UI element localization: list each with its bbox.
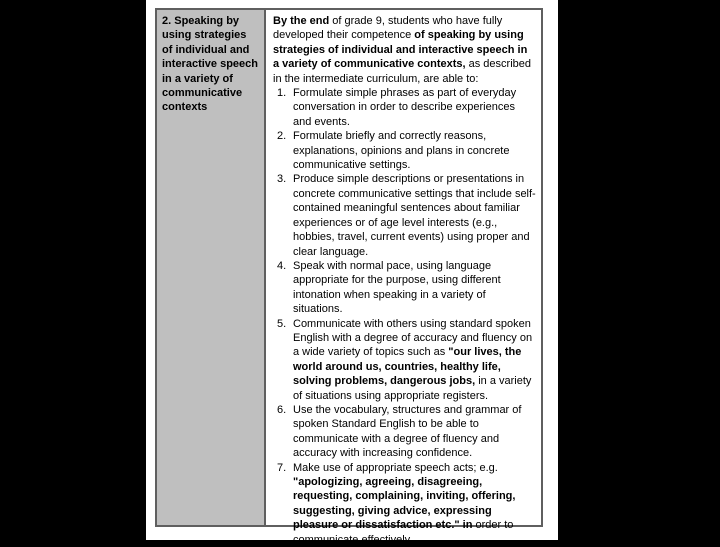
item-text bbox=[293, 403, 536, 461]
outcome-item bbox=[277, 172, 536, 258]
text-segment: Make use of appropriate speech acts; e.g. bbox=[293, 461, 498, 474]
document-page bbox=[146, 0, 558, 546]
outcome-item bbox=[277, 86, 536, 129]
intro-paragraph bbox=[273, 14, 536, 86]
text-segment: Speak with normal pace, using language appropriate for the purpose, using different intonation when speaking in a variety of situations. bbox=[293, 259, 501, 316]
item-number: 4. bbox=[277, 259, 287, 272]
item-text bbox=[293, 129, 536, 172]
item-number: 5. bbox=[277, 317, 287, 330]
item-text bbox=[293, 259, 536, 317]
text-segment: order to communicate effectively. bbox=[293, 519, 514, 546]
bold-text-segment: By the end bbox=[273, 15, 333, 27]
text-segment: in a variety of situations using appropriate registers. bbox=[293, 375, 532, 402]
bold-text-segment: "apologizing, agreeing, disagreeing, requesting, complaining, inviting, offering, suggesting, giving advice, expressing pleasure or dissatisfaction etc." in bbox=[293, 476, 516, 532]
text-segment: Use the vocabulary, structures and grammar of spoken Standard English to be able to communicate with a degree of fluency and accuracy with increasing confidence. bbox=[293, 403, 522, 460]
outcome-item bbox=[277, 461, 536, 547]
item-number: 2. bbox=[277, 130, 287, 143]
outcome-item bbox=[277, 129, 536, 172]
outcomes-cell bbox=[266, 10, 541, 546]
bold-text-segment: of speaking by using strategies of individual and interactive speech in a variety of communicative contexts, bbox=[273, 29, 528, 71]
outcome-item bbox=[277, 259, 536, 317]
item-number: 7. bbox=[277, 461, 287, 474]
text-segment: of grade 9, students who have fully developed their competence bbox=[273, 15, 503, 42]
item-number: 3. bbox=[277, 173, 287, 186]
text-segment: Communicate with others using standard spoken English with a degree of accuracy and fluency on a wide variety of topics such as bbox=[293, 317, 533, 359]
text-segment: as described in the intermediate curriculum, are able to: bbox=[273, 58, 532, 85]
text-segment: Formulate simple phrases as part of everyday conversation in order to describe experiences and events. bbox=[293, 87, 517, 128]
standard-title-cell: 2. Speaking by using strategies of individual and interactive speech in a variety of communicative contexts bbox=[157, 10, 266, 525]
item-text bbox=[293, 461, 536, 547]
item-text bbox=[293, 317, 536, 403]
text-segment: Formulate briefly and correctly reasons, explanations, opinions and plans in concrete communicative settings. bbox=[293, 130, 510, 172]
item-text bbox=[293, 172, 536, 258]
outcome-item bbox=[277, 403, 536, 461]
item-number: 1. bbox=[277, 87, 287, 100]
item-number: 6. bbox=[277, 403, 287, 416]
bold-text-segment: "our lives, the world around us, countries, healthy life, solving problems, dangerous jobs, bbox=[293, 346, 522, 388]
outcome-item bbox=[277, 317, 536, 403]
item-text bbox=[293, 86, 536, 129]
curriculum-table bbox=[155, 8, 543, 546]
outcomes-list bbox=[273, 86, 536, 547]
text-segment: Produce simple descriptions or presentations in concrete communicative settings that include self-contained meaningful sentences about familiar experiences or of age level interests (e.g., hobbies, travel, current events) using proper and clear language. bbox=[293, 173, 536, 258]
